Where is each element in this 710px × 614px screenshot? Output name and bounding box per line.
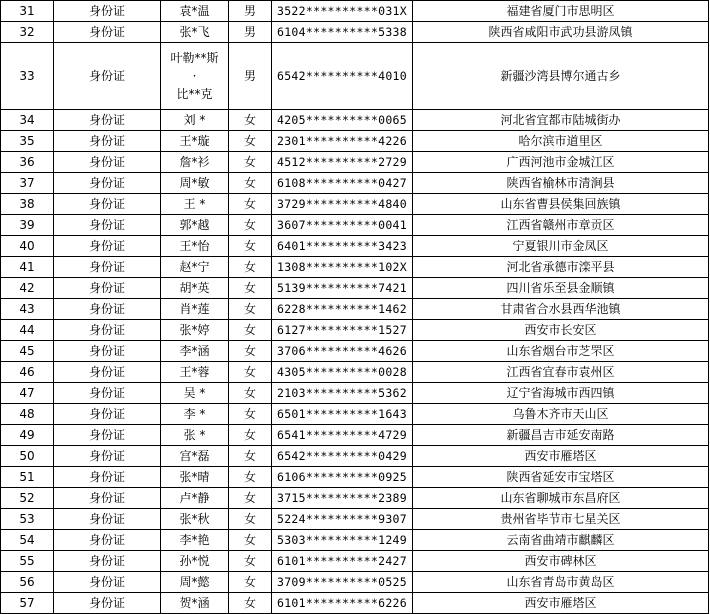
name-cell: 刘 * [161,110,229,131]
table-row [1,467,709,488]
table-row [1,152,709,173]
address-cell: 西安市雁塔区 [413,446,709,467]
id-type-cell: 身份证 [54,299,161,320]
id-number-cell: 6542**********4010 [272,43,413,110]
gender-cell: 女 [229,215,272,236]
id-type-cell: 身份证 [54,152,161,173]
table-row [1,194,709,215]
id-type-cell: 身份证 [54,530,161,551]
gender-cell: 男 [229,1,272,22]
row-number-cell: 31 [1,1,54,22]
table-row [1,593,709,614]
gender-cell: 女 [229,509,272,530]
row-number-cell: 56 [1,572,54,593]
gender-cell: 女 [229,152,272,173]
address-cell: 陕西省榆林市清涧县 [413,173,709,194]
address-cell: 甘肃省合水县西华池镇 [413,299,709,320]
address-cell: 河北省宜都市陆城街办 [413,110,709,131]
id-type-cell: 身份证 [54,404,161,425]
id-number-cell: 2103**********5362 [272,383,413,404]
row-number-cell: 37 [1,173,54,194]
table-row [1,362,709,383]
id-number-cell: 5303**********1249 [272,530,413,551]
id-type-cell: 身份证 [54,509,161,530]
row-number-cell: 49 [1,425,54,446]
name-cell: 张*飞 [161,22,229,43]
id-number-cell: 6541**********4729 [272,425,413,446]
gender-cell: 女 [229,593,272,614]
table-row [1,551,709,572]
row-number-cell: 57 [1,593,54,614]
row-number-cell: 34 [1,110,54,131]
table-row [1,425,709,446]
id-number-cell: 3706**********4626 [272,341,413,362]
gender-cell: 女 [229,467,272,488]
id-number-cell: 3522**********031X [272,1,413,22]
address-cell: 福建省厦门市思明区 [413,1,709,22]
name-cell: 孙*悦 [161,551,229,572]
gender-cell: 女 [229,572,272,593]
row-number-cell: 42 [1,278,54,299]
row-number-cell: 47 [1,383,54,404]
name-cell: 宫*磊 [161,446,229,467]
address-cell: 宁夏银川市金凤区 [413,236,709,257]
id-number-cell: 3709**********0525 [272,572,413,593]
address-cell: 山东省曹县侯集回族镇 [413,194,709,215]
name-line: · [192,69,197,83]
id-type-cell: 身份证 [54,341,161,362]
address-cell: 辽宁省海城市西四镇 [413,383,709,404]
address-cell: 哈尔滨市道里区 [413,131,709,152]
id-number-cell: 6501**********1643 [272,404,413,425]
table-row [1,278,709,299]
gender-cell: 女 [229,425,272,446]
row-number-cell: 50 [1,446,54,467]
name-cell: 王*蓉 [161,362,229,383]
id-number-cell: 6127**********1527 [272,320,413,341]
table-row [1,215,709,236]
name-cell: 赵*宁 [161,257,229,278]
id-type-cell: 身份证 [54,467,161,488]
id-number-cell: 6104**********5338 [272,22,413,43]
table-row [1,488,709,509]
address-cell: 西安市碑林区 [413,551,709,572]
row-number-cell: 32 [1,22,54,43]
id-type-cell: 身份证 [54,43,161,110]
id-type-cell: 身份证 [54,194,161,215]
id-type-cell: 身份证 [54,593,161,614]
name-cell: 张*婷 [161,320,229,341]
address-cell: 乌鲁木齐市天山区 [413,404,709,425]
row-number-cell: 43 [1,299,54,320]
id-number-cell: 3715**********2389 [272,488,413,509]
id-type-cell: 身份证 [54,362,161,383]
table-row [1,110,709,131]
address-cell: 江西省赣州市章贡区 [413,215,709,236]
address-cell: 西安市长安区 [413,320,709,341]
name-cell: 张*晴 [161,467,229,488]
gender-cell: 女 [229,110,272,131]
name-cell: 郭*越 [161,215,229,236]
id-number-cell: 4205**********0065 [272,110,413,131]
address-cell: 云南省曲靖市麒麟区 [413,530,709,551]
address-cell: 新疆沙湾县博尔通古乡 [413,43,709,110]
row-number-cell: 39 [1,215,54,236]
id-number-cell: 2301**********4226 [272,131,413,152]
name-cell: 贺*涵 [161,593,229,614]
id-number-cell: 6101**********2427 [272,551,413,572]
gender-cell: 女 [229,530,272,551]
gender-cell: 女 [229,446,272,467]
table-row [1,257,709,278]
name-cell: 李*涵 [161,341,229,362]
id-number-cell: 6401**********3423 [272,236,413,257]
id-type-cell: 身份证 [54,257,161,278]
address-cell: 山东省聊城市东昌府区 [413,488,709,509]
id-type-cell: 身份证 [54,22,161,43]
row-number-cell: 44 [1,320,54,341]
id-type-cell: 身份证 [54,131,161,152]
id-type-cell: 身份证 [54,551,161,572]
id-number-cell: 5224**********9307 [272,509,413,530]
id-type-cell: 身份证 [54,383,161,404]
id-number-cell: 6228**********1462 [272,299,413,320]
gender-cell: 女 [229,341,272,362]
table-row [1,173,709,194]
address-cell: 贵州省毕节市七星关区 [413,509,709,530]
address-cell: 广西河池市金城江区 [413,152,709,173]
id-number-cell: 3607**********0041 [272,215,413,236]
gender-cell: 女 [229,131,272,152]
table-row [1,299,709,320]
gender-cell: 女 [229,362,272,383]
address-cell: 江西省宜春市袁州区 [413,362,709,383]
gender-cell: 男 [229,22,272,43]
name-cell: 王*璇 [161,131,229,152]
table-row [1,383,709,404]
name-cell: 胡*英 [161,278,229,299]
address-cell: 陕西省延安市宝塔区 [413,467,709,488]
gender-cell: 女 [229,404,272,425]
name-cell [161,43,229,110]
id-type-cell: 身份证 [54,278,161,299]
id-number-cell: 6101**********6226 [272,593,413,614]
table-row [1,236,709,257]
table-row [1,446,709,467]
table-row [1,341,709,362]
name-cell: 卢*静 [161,488,229,509]
gender-cell: 女 [229,278,272,299]
row-number-cell: 51 [1,467,54,488]
id-number-cell: 4305**********0028 [272,362,413,383]
id-type-cell: 身份证 [54,236,161,257]
row-number-cell: 40 [1,236,54,257]
address-cell: 西安市雁塔区 [413,593,709,614]
name-cell: 王*怡 [161,236,229,257]
row-number-cell: 55 [1,551,54,572]
name-cell: 袁*温 [161,1,229,22]
name-cell: 周*敏 [161,173,229,194]
table-row [1,404,709,425]
table-row [1,131,709,152]
row-number-cell: 54 [1,530,54,551]
table-row [1,572,709,593]
name-cell: 王 * [161,194,229,215]
name-cell: 肖*莲 [161,299,229,320]
name-cell: 张*秋 [161,509,229,530]
row-number-cell: 38 [1,194,54,215]
id-number-cell: 1308**********102X [272,257,413,278]
id-number-cell: 5139**********7421 [272,278,413,299]
table-row [1,43,709,110]
name-cell: 吴 * [161,383,229,404]
gender-cell: 女 [229,173,272,194]
row-number-cell: 52 [1,488,54,509]
gender-cell: 女 [229,194,272,215]
gender-cell: 男 [229,43,272,110]
name-cell: 詹*衫 [161,152,229,173]
table-row [1,22,709,43]
id-type-cell: 身份证 [54,425,161,446]
address-cell: 河北省承德市滦平县 [413,257,709,278]
id-type-cell: 身份证 [54,320,161,341]
id-type-cell: 身份证 [54,572,161,593]
gender-cell: 女 [229,488,272,509]
table-row [1,320,709,341]
registry-table-body [1,1,709,614]
name-line: 叶勒**斯 [170,51,219,65]
name-cell: 李*艳 [161,530,229,551]
row-number-cell: 53 [1,509,54,530]
id-type-cell: 身份证 [54,110,161,131]
gender-cell: 女 [229,551,272,572]
address-cell: 四川省乐至县金顺镇 [413,278,709,299]
row-number-cell: 36 [1,152,54,173]
id-number-cell: 6108**********0427 [272,173,413,194]
row-number-cell: 41 [1,257,54,278]
row-number-cell: 46 [1,362,54,383]
row-number-cell: 45 [1,341,54,362]
id-number-cell: 6542**********0429 [272,446,413,467]
row-number-cell: 33 [1,43,54,110]
gender-cell: 女 [229,257,272,278]
table-row [1,1,709,22]
gender-cell: 女 [229,236,272,257]
row-number-cell: 35 [1,131,54,152]
name-cell: 周*懿 [161,572,229,593]
gender-cell: 女 [229,299,272,320]
table-row [1,509,709,530]
gender-cell: 女 [229,320,272,341]
name-cell: 李 * [161,404,229,425]
id-number-cell: 3729**********4840 [272,194,413,215]
id-type-cell: 身份证 [54,215,161,236]
id-number-cell: 4512**********2729 [272,152,413,173]
address-cell: 山东省烟台市芝罘区 [413,341,709,362]
name-cell: 张 * [161,425,229,446]
table-row [1,530,709,551]
id-type-cell: 身份证 [54,488,161,509]
id-type-cell: 身份证 [54,173,161,194]
id-number-cell: 6106**********0925 [272,467,413,488]
gender-cell: 女 [229,383,272,404]
id-type-cell: 身份证 [54,446,161,467]
name-line: 比**克 [176,87,213,101]
address-cell: 山东省青岛市黄岛区 [413,572,709,593]
address-cell: 陕西省咸阳市武功县游凤镇 [413,22,709,43]
id-type-cell: 身份证 [54,1,161,22]
address-cell: 新疆昌吉市延安南路 [413,425,709,446]
row-number-cell: 48 [1,404,54,425]
